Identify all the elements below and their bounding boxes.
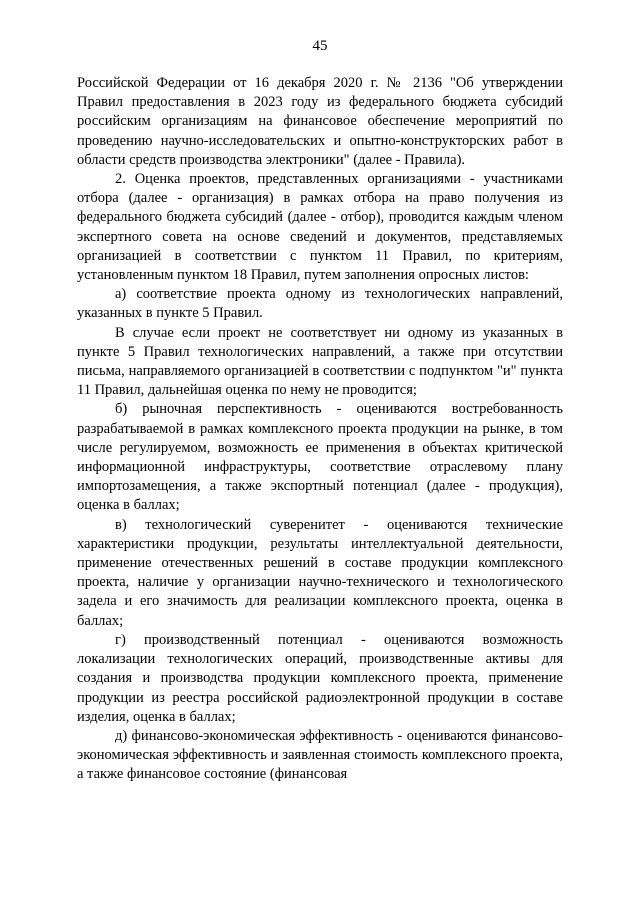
paragraph-criterion-d: д) финансово-экономическая эффективность - оцениваются финансово-экономическая эффективность и заявленная стоимость комплексного проекта, а также финансовое состояние (финансовая — [77, 727, 563, 783]
paragraph-criterion-b: б) рыночная перспективность - оцениваются востребованность разрабатываемой в рамках комплексного проекта продукции на рынке, в том числе регулируемом, возможность ее применения в объектах критической информационной инфраструктуры, соответствие отраслевому плану импортозамещения, а также экспортный потенциал (далее - продукция), оценка в баллах; — [77, 401, 563, 514]
paragraph-rules-reference: Российской Федерации от 16 декабря 2020 г. № 2136 "Об утверждении Правил предоставления в 2023 году из федерального бюджета субсидий российским организациям на финансовое обеспечение мероприятий по проведению научно-исследовательских и опытно-конструкторских работ в области средств производства электроники" (далее - Правила). — [77, 75, 563, 168]
paragraph-criterion-g: г) производственный потенциал - оцениваются возможность локализации технологических операций, производственные активы для создания и производства продукции комплексного проекта, применение продукции из реестра российской радиоэлектронной продукции в составе изделия, оценка в баллах; — [77, 631, 563, 725]
document-body — [77, 74, 563, 785]
paragraph-criterion-v: в) технологический суверенитет - оцениваются технические характеристики продукции, результаты интеллектуальной деятельности, применение отечественных решений в составе продукции комплексного проекта, наличие у организации научно-технического и технологического задела и его значимость для реализации комплексного проекта, оценка в баллах; — [77, 516, 563, 629]
paragraph-item-2-assessment: 2. Оценка проектов, представленных организациями - участниками отбора (далее - организация) в рамках отбора на право получения из федерального бюджета субсидий (далее - отбор), проводится каждым членом экспертного совета на основе сведений и документов, представляемых организацией в соответствии с пунктом 11 Правил, по критериям, установленным пунктом 18 Правил, путем заполнения опросных листов: — [77, 171, 563, 284]
paragraph-criterion-a-note: В случае если проект не соответствует ни одному из указанных в пункте 5 Правил технологических направлений, а также при отсутствии письма, направляемого организацией в соответствии с подпунктом "и" пункта 11 Правил, дальнейшая оценка по нему не проводится; — [77, 324, 563, 399]
paragraph-criterion-a: а) соответствие проекта одному из технологических направлений, указанных в пункте 5 Правил. — [77, 286, 563, 322]
page-number: 45 — [312, 38, 328, 54]
